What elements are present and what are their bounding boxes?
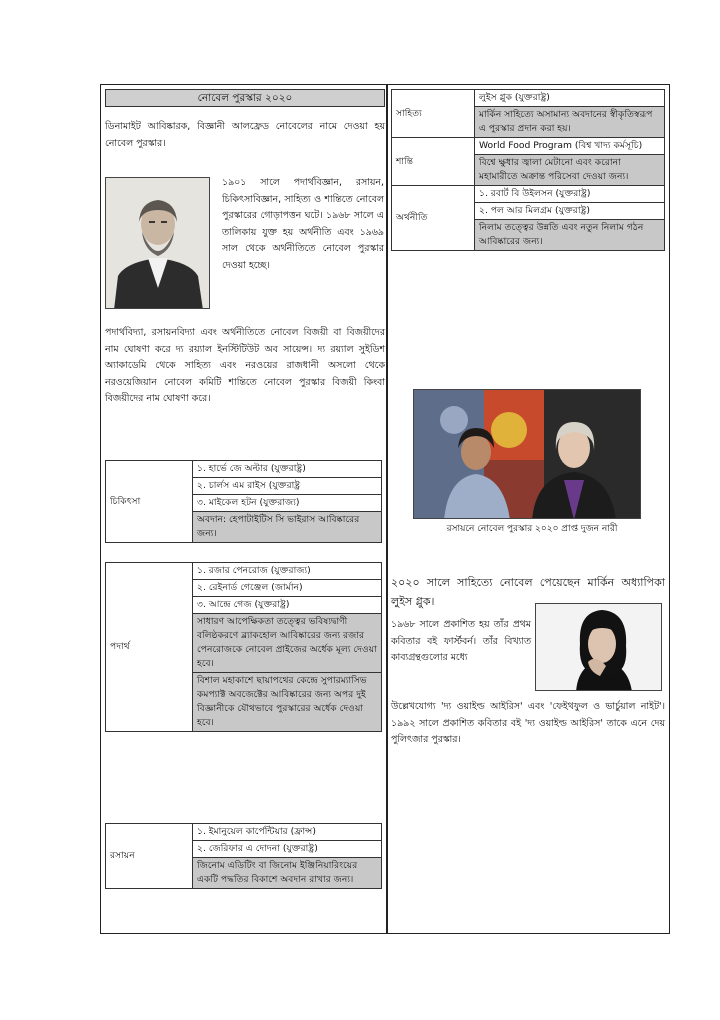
- chemistry-laureates-photo: [413, 389, 641, 519]
- chemistry-reason: জিনোম এডিটিং বা জিনোম ইঞ্জিনিয়ারিংয়ের একটি পদ্ধতির বিকাশে অবদান রাখার জন্য।: [193, 858, 382, 889]
- literature-reason: মার্কিন সাহিত্যে অসামান্য অবদানের স্বীকৃতিস্বরূপ এ পুরস্কার প্রদান করা হয়।: [475, 107, 665, 138]
- peace-reason: বিশ্বে ক্ষুধার জ্বালা মেটানো এবং করোনা মহামারীতে অক্রান্ত পরিসেবা দেওয়া জন্য।: [475, 155, 665, 186]
- physics-label: পদার্থ: [106, 563, 193, 732]
- alfred-nobel-portrait: [105, 177, 210, 309]
- physics-reason-1: সাধারণ আপেক্ষিকতা তত্ত্বের ভবিষ্যদ্বাণী বলিষ্ঠকরণে ব্ল্যাকহোল আবিষ্কারের জন্য রজার পেনরোজকে নোবেল প্রাইজের অর্ধেক মূল্য দেওয়া হবে।: [193, 614, 382, 673]
- physics-winner-3: ৩. আন্দ্রে গেজ (যুক্তরাষ্ট্র): [193, 597, 382, 614]
- medicine-winner-3: ৩. মাইকেল হটন (যুক্তরাজ্য): [193, 495, 382, 512]
- chemistry-label: রসায়ন: [106, 824, 193, 889]
- peace-label: শান্তি: [392, 138, 475, 186]
- photo-caption: রসায়নে নোবেল পুরস্কার ২০২০ প্রাপ্ত দুজন নারী: [446, 524, 618, 534]
- history-text: ১৯০১ সালে পদার্থবিজ্ঞান, রসায়ন, চিকিৎসাবিজ্ঞান, সাহিত্য ও শান্তিতে নোবেল পুরস্কারের গোড়াপত্তন ঘটে। ১৯৬৮ সালে এ তালিকায় যুক্ত হয় অর্থনীতি এবং ১৯৬৯ সাল থেকে অর্থনীতিতে নোবেল পুরস্কার দেওয়া হচ্ছে।: [222, 177, 384, 271]
- economics-reason: নিলাম তত্ত্বের উন্নতি এবং নতুন নিলাম গঠন আবিষ্কারের জন্য।: [475, 220, 665, 251]
- literature-intro: ২০২০ সালে সাহিত্যে নোবেল পেয়েছেন মার্কিন অধ্যাপিকা লুইস গ্লুক।: [391, 576, 665, 608]
- medicine-table: [105, 460, 382, 543]
- literature-body-2: উল্লেখযোগ্য 'দ্য ওয়াইল্ড আইরিস' এবং 'ফেইথফুল ও ভার্চুয়াল নাইট'। ১৯৯২ সালে প্রকাশিত কবিতার বই 'দ্য ওয়াইল্ড আইরিস' তাকে এনে দেয় পুলিৎজার পুরস্কার।: [391, 701, 665, 745]
- economics-winner-2: ২. পল আর মিলগ্রম (যুক্তরাষ্ট্র): [475, 203, 665, 220]
- literature-label: সাহিত্য: [392, 90, 475, 138]
- physics-winner-1: ১. রজার পেনরোজ (যুক্তরাজ্য): [193, 563, 382, 580]
- literature-body-1: ১৯৬৮ সালে প্রকাশিত হয় তাঁর প্রথম কবিতার বই ফার্স্টবর্ন। তাঁর বিখ্যাত কাব্যগ্রন্থগুলোর মধ্যে: [391, 619, 531, 663]
- medicine-label: চিকিৎসা: [106, 461, 193, 543]
- economics-label: অর্থনীতি: [392, 186, 475, 251]
- column-divider: [386, 85, 388, 933]
- announce-text: পদার্থবিদ্যা, রসায়নবিদ্যা এবং অর্থনীতিতে নোবেল বিজয়ী বা বিজয়ীদের নাম ঘোষণা করে দ্য রয়্যাল ইনস্টিটিউট অব সায়েন্স। দ্য রয়্যাল সুইডিশ অ্যাকাডেমি থেকে সাহিত্য এবং নরওয়ের রাজধানী অসলো থেকে নরওয়েজিয়ান নোবেল কমিটি শান্তিতে নোবেল পুরস্কার বিজয়ী কিংবা বিজয়ীদের নাম ঘোষণা করে।: [105, 327, 385, 404]
- intro-text: ডিনামাইট আবিষ্কারক, বিজ্ঞানী আলফ্রেড নোবেলের নামে দেওয়া হয় নোবেল পুরস্কার।: [105, 121, 385, 149]
- physics-winner-2: ২. রেইনার্ড গেঞ্জেল (জার্মান): [193, 580, 382, 597]
- chemistry-winner-1: ১. ইমানুয়েল কার্পেন্টিয়ার (ফ্রান্স): [193, 824, 382, 841]
- medicine-winner-1: ১. হার্ভে জে অল্টার (যুক্তরাষ্ট্র): [193, 461, 382, 478]
- section-header: নোবেল পুরস্কার ২০২০: [105, 89, 385, 107]
- physics-reason-2: বিশাল মহাকাশে ছায়াপথের কেন্দ্রে সুপারম্যাসিভ কমপ্যাক্ট অবজেক্টের আবিষ্কারের জন্য অপর দুই বিজ্ঞানীকে যৌথভাবে পুরস্কারের অর্ধেক দেওয়া হবে।: [193, 673, 382, 732]
- medicine-winner-2: ২. চার্লস এম রাইস (যুক্তরাষ্ট্র: [193, 478, 382, 495]
- literature-winner: লুইস গ্লুক (যুক্তরাষ্ট্র): [475, 90, 665, 107]
- physics-table: [105, 562, 382, 732]
- medicine-reason: অবদান: হেপাটাইটিস সি ভাইরাস আবিষ্কারের জন্য।: [193, 512, 382, 543]
- document-frame: [100, 84, 670, 934]
- chemistry-winner-2: ২. জেরিফার এ দোদনা (যুক্তরাষ্ট্র): [193, 841, 382, 858]
- peace-winner: World Food Program (বিশ্ব খাদ্য কর্মসূচি): [475, 138, 665, 155]
- right-awards-table: [391, 89, 665, 251]
- chemistry-table: [105, 823, 382, 889]
- louise-gluck-photo: [535, 603, 662, 691]
- economics-winner-1: ১. রবার্ট বি উইলসন (যুক্তরাষ্ট্র): [475, 186, 665, 203]
